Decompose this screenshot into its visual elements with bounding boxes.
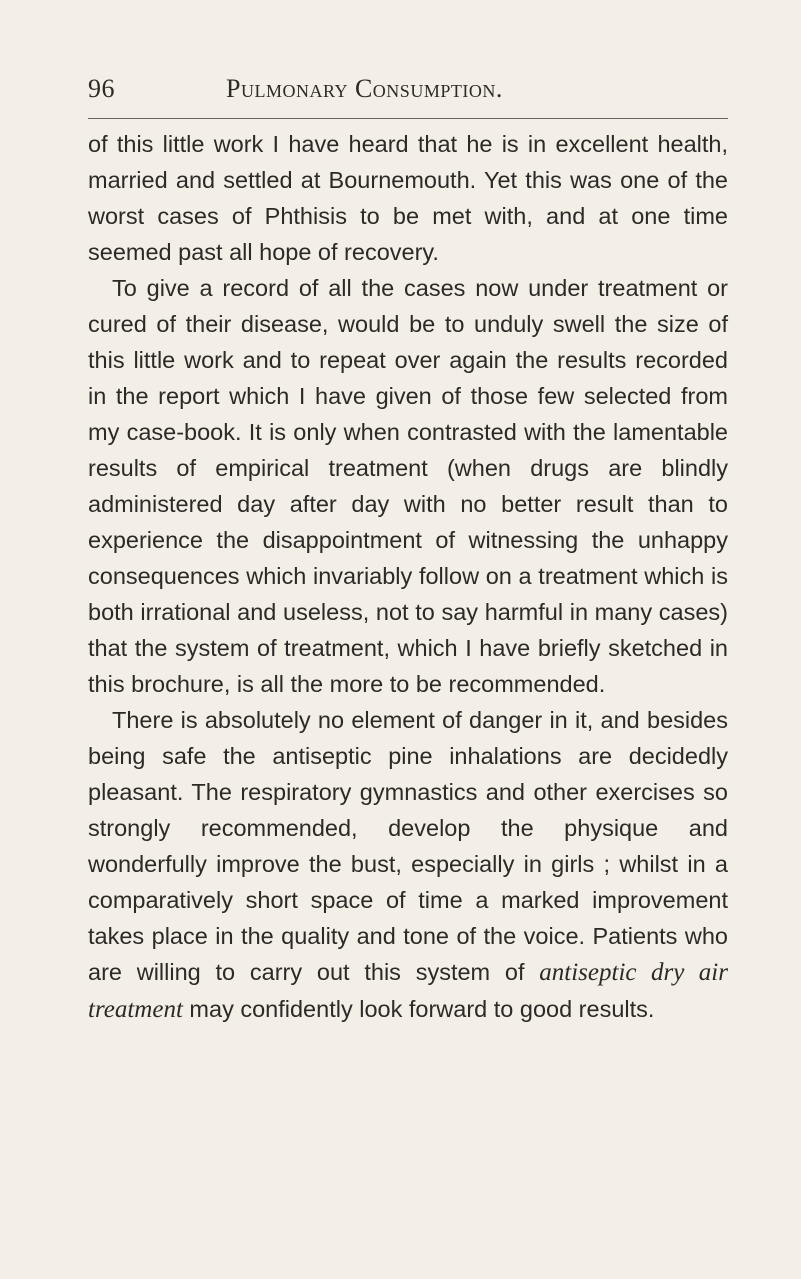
- running-head: [88, 74, 728, 110]
- paragraph-safety-benefits: [88, 702, 728, 1028]
- header-rule: [88, 118, 728, 119]
- paragraph-text-after-emphasis: may confidently look forward to good results.: [182, 996, 655, 1022]
- running-title: Pulmonary Consumption.: [226, 74, 503, 103]
- page-number: 96: [88, 74, 115, 103]
- body-text: [88, 126, 728, 1028]
- paragraph-continued: of this little work I have heard that he is in excellent health, married and settled at Bournemouth. Yet this was one of the worst cases of Phthisis to be met with, and at one time seemed past all hope of recovery.: [88, 131, 728, 265]
- paragraph-case-records: To give a record of all the cases now under treatment or cured of their disease, would be to unduly swell the size of this little work and to repeat over again the results recorded in the report which I have given of those few selected from my case-book. It is only when contrasted with the lamentable results of empirical treatment (when drugs are blindly administered day after day with no better result than to experience the disappointment of witnessing the unhappy consequences which invariably follow on a treatment which is both irrational and useless, not to say harmful in many cases) that the system of treatment, which I have briefly sketched in this brochure, is all the more to be recommended.: [88, 275, 728, 697]
- paragraph-text-before-emphasis: There is absolutely no element of danger in it, and besides being safe the antiseptic pine inhalations are decidedly pleasant. The respiratory gymnastics and other exercises so strongly recommended, develop the physique and wonderfully improve the bust, especially in girls ; whilst in a comparatively short space of time a marked improvement takes place in the quality and tone of the voice. Patients who are willing to carry out this system of: [88, 707, 728, 985]
- italic-emphasis: antiseptic dry air treatment: [88, 959, 728, 1023]
